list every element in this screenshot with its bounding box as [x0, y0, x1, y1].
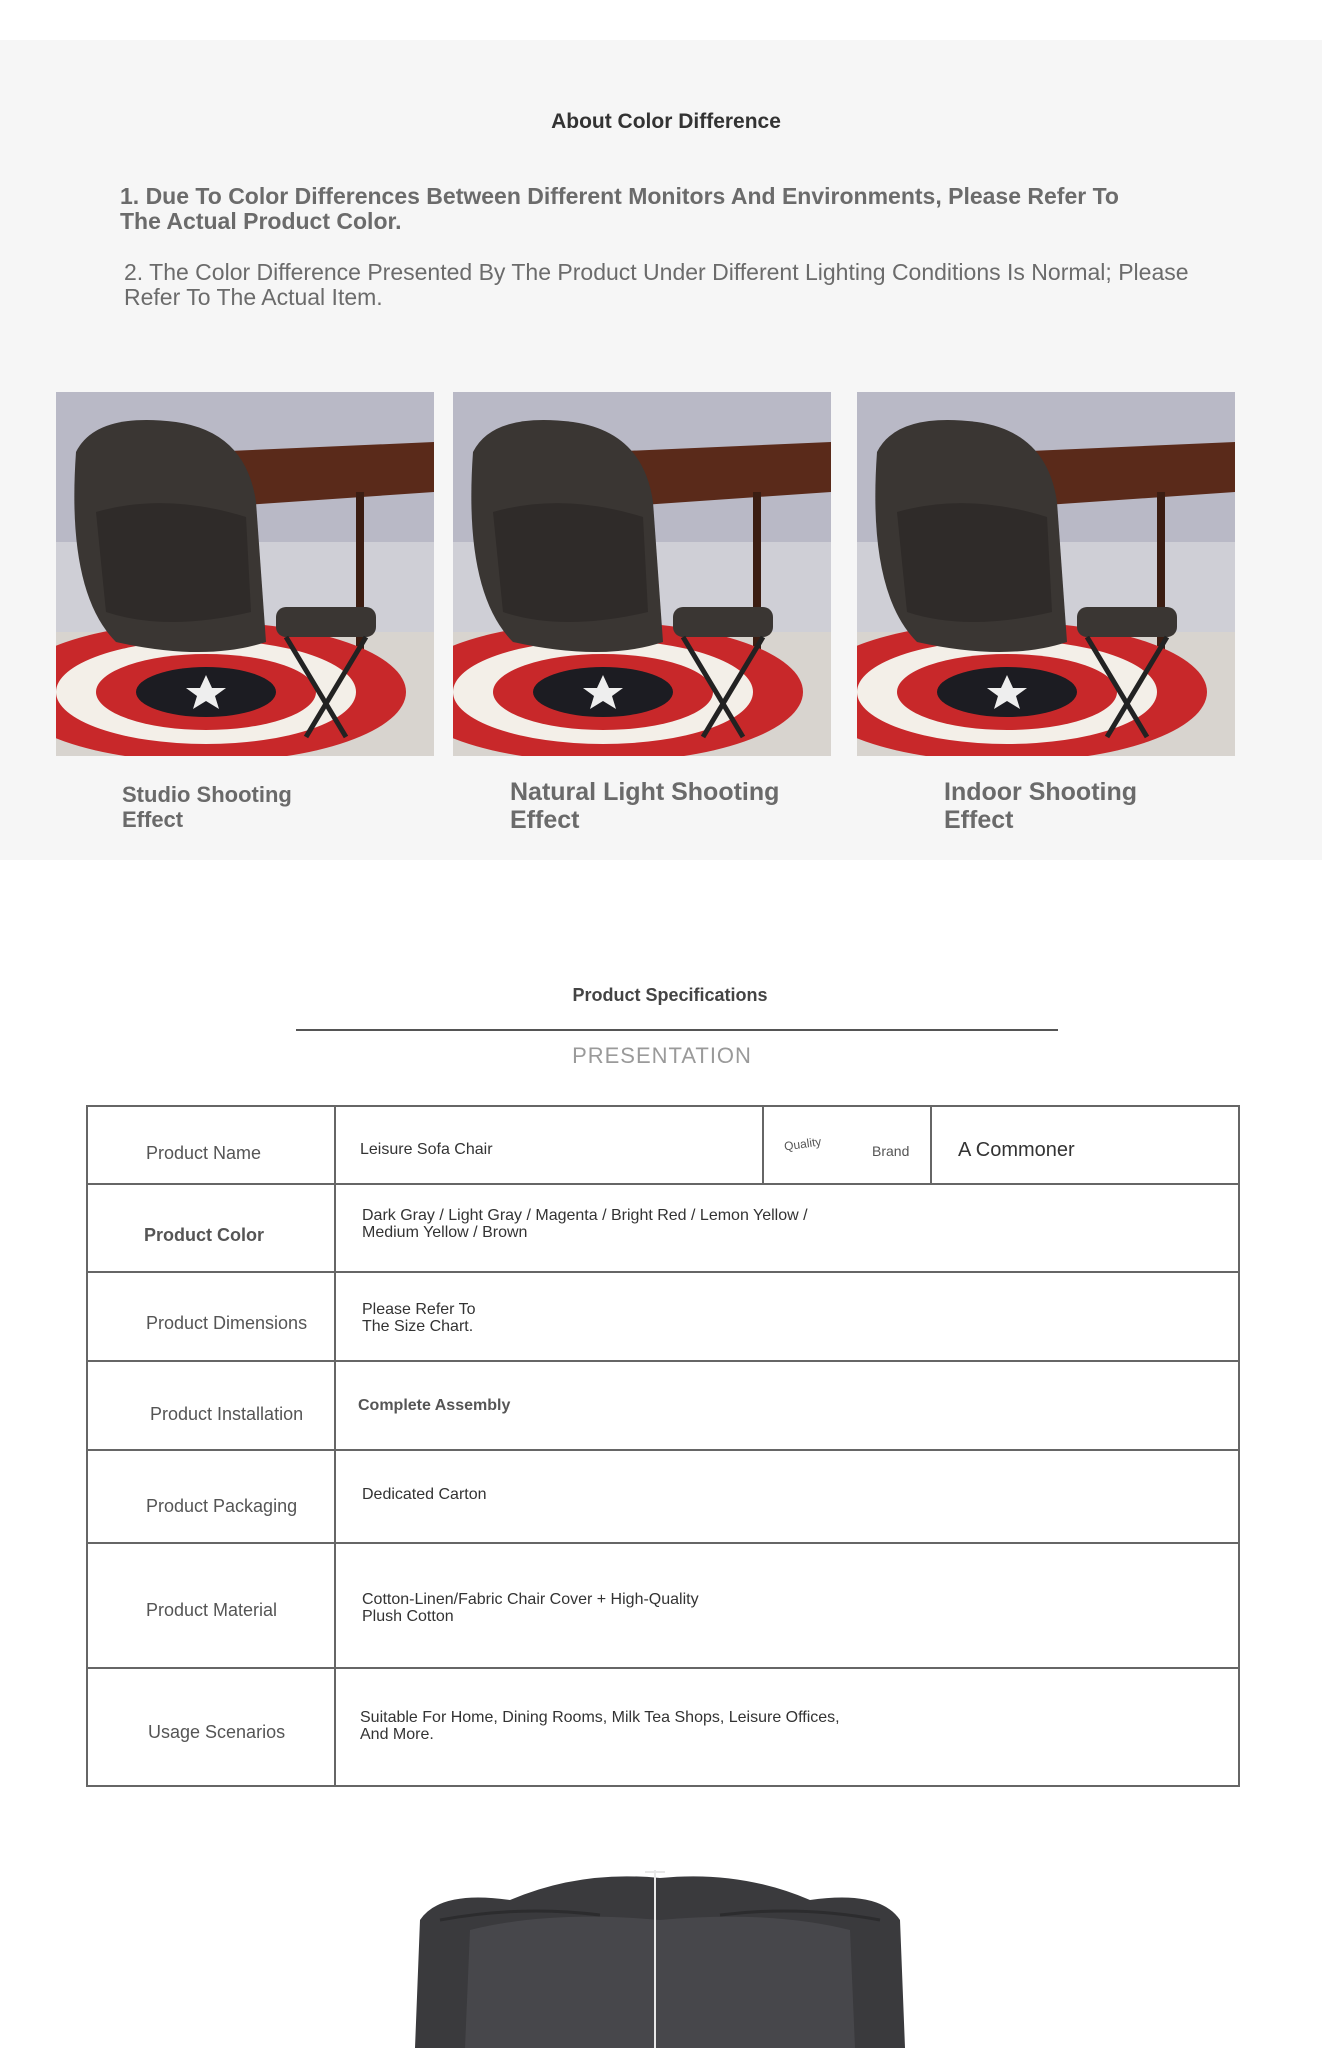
- indoor-effect-photo: [857, 392, 1235, 756]
- product-installation-label: Product Installation: [150, 1404, 304, 1424]
- column-divider: [334, 1107, 336, 1787]
- product-packaging-value: Dedicated Carton: [362, 1486, 487, 1503]
- product-material-value: Cotton-Linen/Fabric Chair Cover + High-Quality Plush Cotton: [362, 1591, 699, 1625]
- about-color-title: About Color Difference: [551, 110, 781, 133]
- product-material-label: Product Material: [146, 1600, 278, 1620]
- spec-table: [86, 1105, 1240, 1787]
- brand-label: Brand: [872, 1143, 910, 1159]
- spec-title: Product Specifications: [572, 985, 768, 1005]
- color-note-1: 1. Due To Color Differences Between Different Monitors And Environments, Please Refer To The Actual Product Color.: [120, 183, 1119, 234]
- studio-effect-photo: [56, 392, 434, 756]
- row-divider: [88, 1542, 1238, 1544]
- natural-light-effect-caption: Natural Light Shooting Effect: [510, 778, 780, 834]
- product-installation-value: Complete Assembly: [358, 1397, 511, 1414]
- color-note-2: 2. The Color Difference Presented By The Product Under Different Lighting Conditions Is Normal; Please Refer To The Actual Item.: [124, 259, 1189, 310]
- product-name-label: Product Name: [146, 1143, 262, 1163]
- product-dimensions-value: Please Refer To The Size Chart.: [362, 1301, 476, 1335]
- product-color-value: Dark Gray / Light Gray / Magenta / Bright Red / Lemon Yellow / Medium Yellow / Brown: [362, 1207, 808, 1241]
- natural-light-effect-photo: [453, 392, 831, 756]
- row-divider: [88, 1360, 1238, 1362]
- column-divider: [930, 1107, 932, 1183]
- studio-effect-caption: Studio Shooting Effect: [122, 782, 292, 832]
- usage-scenarios-label: Usage Scenarios: [148, 1722, 286, 1742]
- spec-divider: [296, 1029, 1058, 1031]
- product-name-value: Leisure Sofa Chair: [360, 1141, 493, 1158]
- brand-value: A Commoner: [958, 1139, 1075, 1161]
- spec-subtitle: PRESENTATION: [572, 1043, 752, 1068]
- row-divider: [88, 1667, 1238, 1669]
- column-divider: [762, 1107, 764, 1183]
- product-packaging-label: Product Packaging: [146, 1496, 298, 1516]
- usage-scenarios-value: Suitable For Home, Dining Rooms, Milk Tea Shops, Leisure Offices, And More.: [360, 1709, 840, 1743]
- indoor-effect-caption: Indoor Shooting Effect: [944, 778, 1138, 834]
- product-color-label: Product Color: [144, 1225, 264, 1245]
- row-divider: [88, 1449, 1238, 1451]
- product-dimensions-label: Product Dimensions: [146, 1313, 308, 1333]
- quality-tag: Quality: [783, 1134, 823, 1154]
- row-divider: [88, 1271, 1238, 1273]
- chair-dimension-photo: [400, 1860, 920, 2048]
- row-divider: [88, 1183, 1238, 1185]
